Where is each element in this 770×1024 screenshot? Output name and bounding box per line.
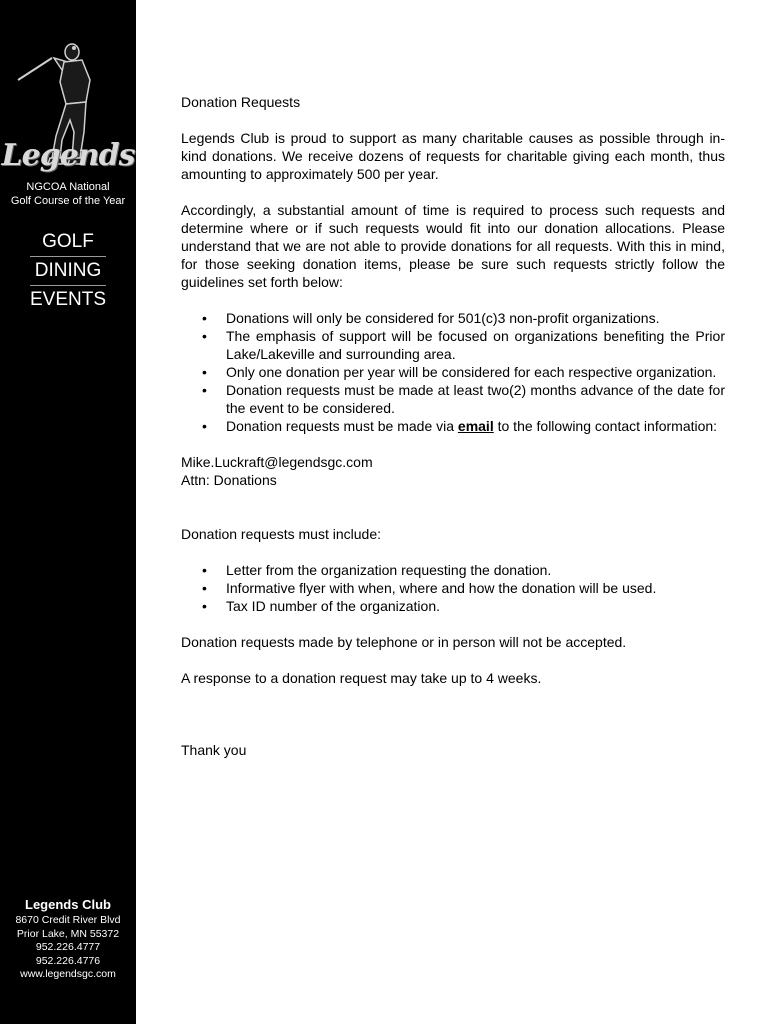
list-item: • Donation requests must be made via email to the following contact information: <box>202 418 718 434</box>
list-item: • Donations will only be considered for 501(c)3 non-profit organizations. <box>202 310 660 326</box>
list-item: • Informative flyer with when, where and how the donation will be used. <box>202 580 657 596</box>
contact-email[interactable]: Mike.Luckraft@legendsgc.com <box>181 454 373 470</box>
phone-line: 952.226.4776 <box>35 954 101 967</box>
bullet-icon: • <box>202 328 207 344</box>
intro-paragraph: Legends Club is proud to support as many charitable causes as possible through in-kind donations. We receive dozens of requests for charitable giving each month, thus amounting to approximately 500 per year. <box>181 130 725 182</box>
bullet-icon: • <box>202 418 207 434</box>
logo-wordmark: Legends <box>1 138 135 173</box>
closing: Thank you <box>181 742 247 758</box>
sidebar-nav <box>30 228 106 314</box>
letter-heading: Donation Requests <box>181 94 301 110</box>
address-line: 8670 Credit River Blvd <box>15 914 121 926</box>
sidebar <box>0 0 136 1024</box>
bullet-icon: • <box>202 310 207 326</box>
contact-attn: Attn: Donations <box>181 472 277 488</box>
response-note: A response to a donation request may take up to 4 weeks. <box>181 670 542 686</box>
bullet-icon: • <box>202 580 207 596</box>
phone-line: 952.226.4777 <box>35 941 101 953</box>
list-item: • Donation requests must be made at least two(2) months advance of the date for the event to be considered. <box>202 382 725 416</box>
city-line: Prior Lake, MN 55372 <box>16 927 120 940</box>
nav-item-events[interactable]: EVENTS <box>30 289 107 310</box>
list-item: • Only one donation per year will be considered for each respective organization. <box>202 364 717 380</box>
bullet-icon: • <box>202 382 207 398</box>
email-link[interactable]: email <box>457 418 494 434</box>
club-name: Legends Club <box>25 897 111 912</box>
requirements-list <box>181 561 725 615</box>
bullet-icon: • <box>202 562 207 578</box>
contact-block <box>0 896 136 982</box>
award-line: NGCOA National <box>26 181 110 193</box>
list-item: • Letter from the organization requesting the donation. <box>202 562 552 578</box>
guidelines-list <box>181 309 725 435</box>
website-link[interactable]: www.legendsgc.com <box>20 968 116 980</box>
list-item: • Tax ID number of the organization. <box>202 598 441 614</box>
phone-note: Donation requests made by telephone or in person will not be accepted. <box>181 634 627 650</box>
letter-body <box>181 93 725 759</box>
award-text <box>0 180 136 208</box>
guidelines-paragraph: Accordingly, a substantial amount of time is required to process such requests and determine where or if such requests would fit into our donation allocations. Please understand that we are not able to provide donations for all requests. With this in mind, for those seeking donation items, please be sure such requests strictly follow the guidelines set forth below: <box>181 202 725 290</box>
list-item: • The emphasis of support will be focused on organizations benefiting the Prior Lake/Lakeville and surrounding area. <box>202 328 725 362</box>
nav-item-dining[interactable]: DINING <box>30 257 106 286</box>
nav-item-golf[interactable]: GOLF <box>30 228 106 257</box>
bullet-icon: • <box>202 364 207 380</box>
award-line: Golf Course of the Year <box>10 195 126 207</box>
bullet-icon: • <box>202 598 207 614</box>
include-heading: Donation requests must include: <box>181 526 381 542</box>
